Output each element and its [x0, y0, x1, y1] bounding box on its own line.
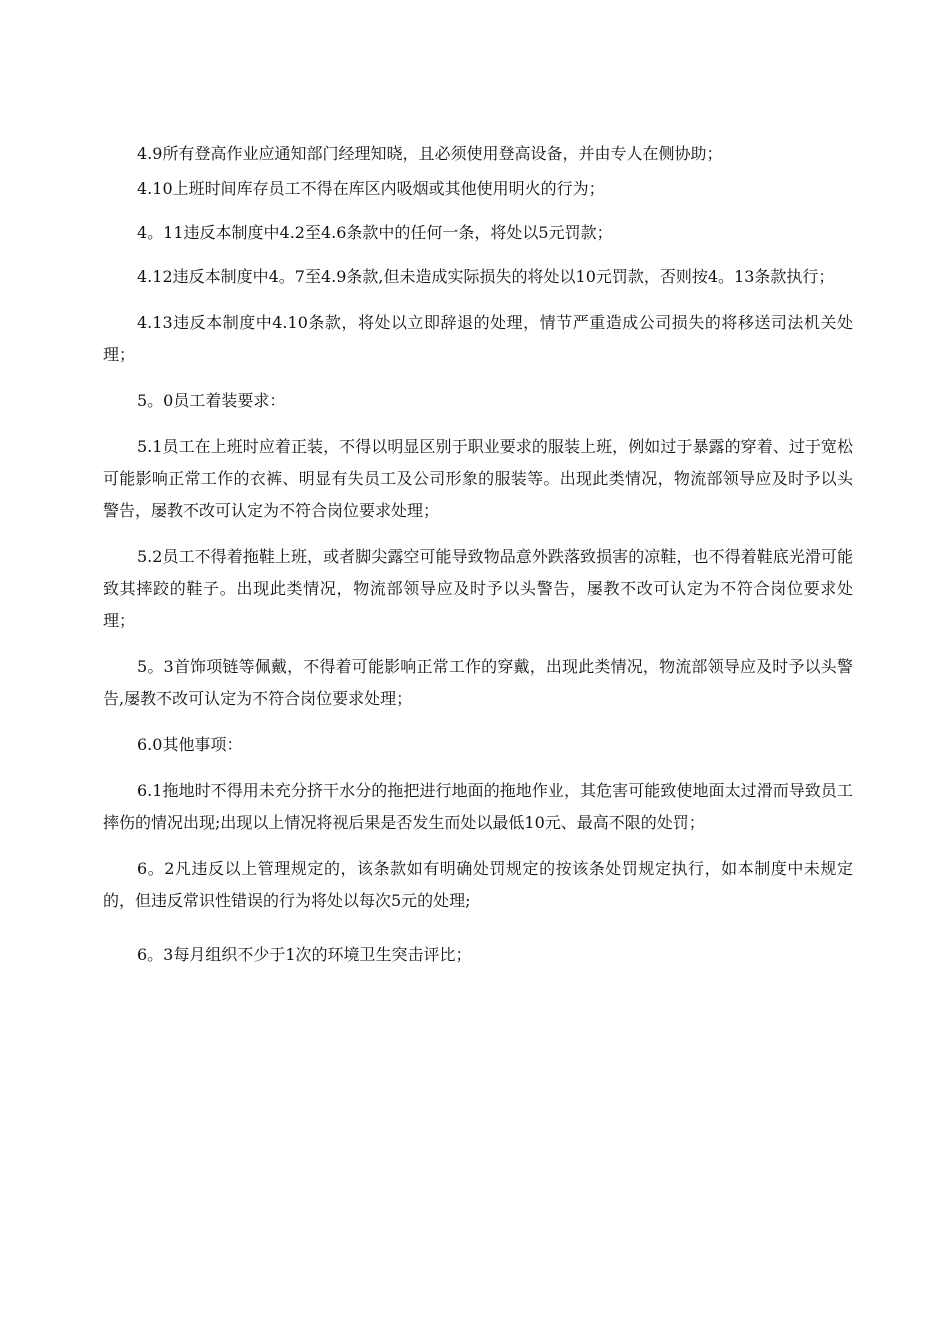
section-5-0-heading: 5。0员工着装要求： [137, 391, 286, 410]
clause-5-1: 5.1员工在上班时应着正装，不得以明显区别于职业要求的服装上班，例如过于暴露的穿着、过于宽松可能影响正常工作的衣裤、明显有失员工及公司形象的服装等。出现此类情况，物流部领导应及时予以头警告，屡教不改可认定为不符合岗位要求处理； [103, 437, 853, 520]
clause-4-10: 4.10上班时间库存员工不得在库区内吸烟或其他使用明火的行为； [137, 179, 605, 198]
clause-6-2: 6。2凡违反以上管理规定的，该条款如有明确处罚规定的按该条处罚规定执行，如本制度中未规定的，但违反常识性错误的行为将处以每次5元的处理; [103, 859, 853, 910]
document-body [103, 138, 853, 971]
clause-4-12: 4.12违反本制度中4。7至4.9条款,但未造成实际损失的将处以10元罚款，否则按4。13条款执行； [137, 267, 835, 286]
clause-5-3: 5。3首饰项链等佩戴，不得着可能影响正常工作的穿戴，出现此类情况，物流部领导应及时予以头警告,屡教不改可认定为不符合岗位要求处理； [103, 657, 853, 708]
clause-4-11: 4。11违反本制度中4.2至4.6条款中的任何一条，将处以5元罚款； [137, 223, 613, 242]
clause-4-13: 4.13违反本制度中4.10条款，将处以立即辞退的处理，情节严重造成公司损失的将移送司法机关处理； [103, 313, 853, 364]
clause-5-2: 5.2员工不得着拖鞋上班，或者脚尖露空可能导致物品意外跌落致损害的凉鞋，也不得着鞋底光滑可能致其摔跤的鞋子。出现此类情况，物流部领导应及时予以头警告，屡教不改可认定为不符合岗位要求处理； [103, 547, 853, 630]
section-6-0-heading: 6.0其他事项： [137, 735, 243, 754]
clause-4-9: 4.9所有登高作业应通知部门经理知晓，且必须使用登高设备，并由专人在侧协助； [137, 144, 723, 163]
clause-6-1: 6.1拖地时不得用未充分挤干水分的拖把进行地面的拖地作业，其危害可能致使地面太过滑而导致员工摔伤的情况出现;出现以上情况将视后果是否发生而处以最低10元、最高不限的处罚； [103, 781, 853, 832]
clause-6-3: 6。3每月组织不少于1次的环境卫生突击评比； [137, 945, 472, 964]
